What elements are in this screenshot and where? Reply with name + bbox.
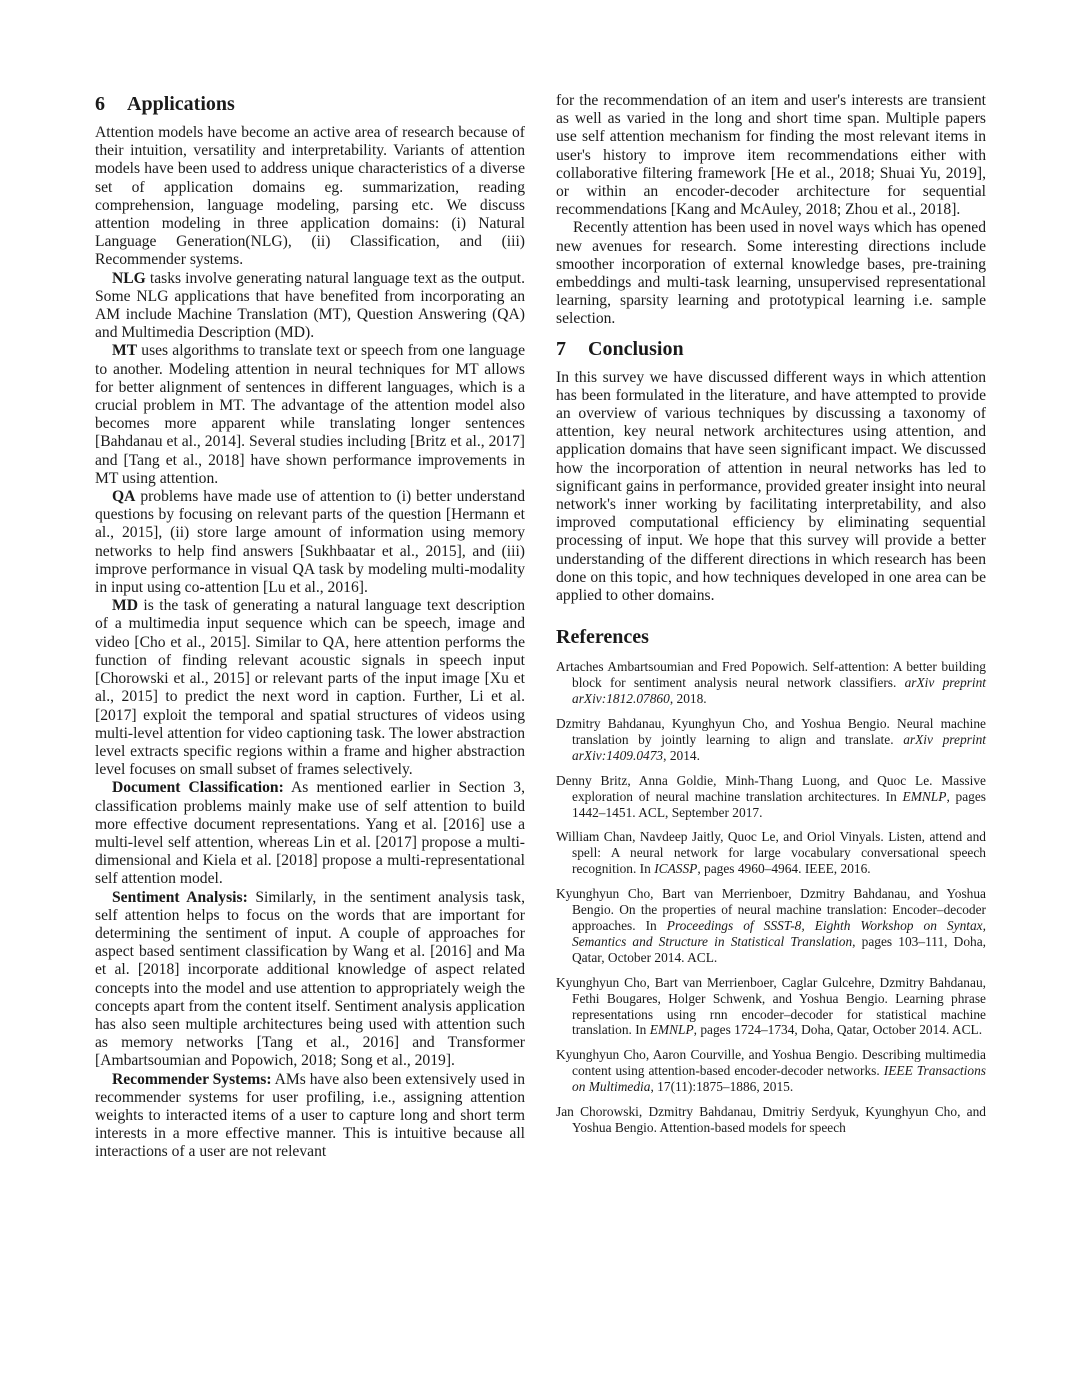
reference-entry [556,829,986,877]
sentiment-paragraph [95,889,525,1071]
reference-venue: IEEE Transactions on Multimedia [572,1063,986,1095]
intro-paragraph: Attention models have become an active area of research because of their intuition, versatility and interpretability. Variants of attention models have been used to address unique characteristics of a diverse set of application domains eg. summarization, reading comprehension, language modeling, parsing etc. We discuss attention modeling in three application domains: (i) Natural Language Generation(NLG), (ii) Classification, and (iii) Recommender systems. [95,124,525,269]
md-lead: MD [112,597,138,615]
qa-lead: QA [112,488,136,506]
reference-entry [556,1104,986,1136]
reference-tail: , pages 1724–1734, Doha, Qatar, October 2014. ACL. [693,1022,983,1038]
reference-text: Kyunghyun Cho, Bart van Merrienboer, Dzmitry Bahdanau, and Yoshua Bengio. On the properties of neural machine translation: Encoder–decoder approaches. In [556,886,986,933]
novel-ways-paragraph: Recently attention has been used in novel ways which has opened new avenues for research. Some interesting directions include smoother incorporation of external knowledge bases, pre-training embeddings and multi-task learning, unsupervised representational learning, sparsity learning and prototypical learning i.e. sample selection. [556,219,986,328]
nlg-text: tasks involve generating natural language text as the output. Some NLG applications that have benefited from incorporating an AM include Machine Translation (MT), Question Answering (QA) and Multimedia Description (MD). [95,269,525,342]
sentiment-text: Similarly, in the sentiment analysis task, self attention helps to focus on the words that are important for determining the sentiment of input. A couple of approaches for aspect based sentiment classification by Wang et al. [2016] and Ma et al. [2018] incorporate additional knowledge of aspect related concepts into the model and use attention to appropriately weigh the concepts apart from the content itself. Sentiment analysis application has also seen multiple architectures being used with attention such as memory networks [Tang et al., 2016] and Transformer [Ambartsoumian and Popowich, 2018; Song et al., 2019]. [95,888,526,1070]
section-heading-applications [95,92,525,116]
doc-class-lead: Document Classification: [112,779,284,797]
reference-tail: , 2014. [663,747,700,763]
reference-venue: EMNLP [649,1022,694,1038]
reference-tail: , pages 103–111, Doha, Qatar, October 2014. ACL. [572,933,986,965]
reference-text: Denny Britz, Anna Goldie, Minh-Thang Luong, and Quoc Le. Massive exploration of neural machine translation architectures. In [556,772,986,804]
mt-lead: MT [112,342,138,360]
section-number: 6 [95,93,105,115]
left-column [95,92,525,1162]
reference-tail: , pages 1442–1451. ACL, September 2017. [572,788,987,820]
mt-paragraph [95,342,525,488]
reference-tail: , 2018. [669,691,707,707]
reference-venue: EMNLP [902,788,947,804]
reference-text: Kyunghyun Cho, Bart van Merrienboer, Caglar Gulcehre, Dzmitry Bahdanau, Fethi Bougares, Holger Schwenk, and Yoshua Bengio. Learning phrase representations using rnn encoder–decoder for statistical machine translation. In [556,974,986,1038]
reference-tail: , pages 4960–4964. IEEE, 2016. [697,861,871,877]
qa-text: problems have made use of attention to (i) better understand questions by focusing on relevant parts of the question [Hermann et al., 2015], (ii) store large amount of information using memory networks to help find answers [Sukhbaatar et al., 2015], and (iii) improve performance in visual QA task by modeling multi-modality in input using co-attention [Lu et al., 2016]. [95,488,525,597]
mt-text: uses algorithms to translate text or speech from one language to another. Modeling attention in neural techniques for MT allows for better alignment of sentences in different languages, which is a crucial problem in MT. The advantage of the attention model also becomes more apparent while translating longer sentences [Bahdanau et al., 2014]. Several studies including [Britz et al., 2017] and [Tang et al., 2018] have shown performance improvements in MT using attention. [95,342,525,487]
qa-paragraph [95,488,525,597]
nlg-lead: NLG [112,269,146,287]
right-column [556,92,986,1145]
md-text: is the task of generating a natural language text description of a multimedia input sequence which can be speech, image and video [Cho et al., 2015]. Similar to QA, here attention performs the function of finding relevant acoustic signals in speech input [Chorowski et al., 2015] or relevant parts of the input image [Xu et al., 2015] to predict the next word in caption. Further, Li et al. [2017] exploit the temporal and spatial structures of videos using multi-level attention for video captioning task. The lower abstraction level extracts specific regions within a frame and higher abstraction level focuses on small subset of frames selectively. [95,597,525,779]
reference-venue: arXiv preprint arXiv:1409.0473 [572,731,986,763]
recsys-lead: Recommender Systems: [112,1070,272,1088]
reference-entry [556,773,986,821]
md-paragraph [95,597,525,779]
reference-entry [556,1047,986,1095]
reference-venue: arXiv preprint arXiv:1812.07860 [572,675,986,707]
doc-class-paragraph [95,779,525,888]
reference-venue: ICASSP [654,861,698,877]
reference-entry [556,975,986,1039]
reference-entry [556,716,986,764]
reference-text: Dzmitry Bahdanau, Kyunghyun Cho, and Yoshua Bengio. Neural machine translation by jointly learning to align and translate. [556,716,986,747]
recsys-paragraph [95,1071,525,1162]
conclusion-paragraph: In this survey we have discussed different ways in which attention has been formulated in the literature, and have attempted to provide an overview of various techniques by discussing a taxonomy of attention, key neural network architectures using attention, and application domains that have seen significant impact. We discussed how the incorporation of attention in neural networks has led to significant gains in performance, provided greater insight into neural network's inner working by facilitating interpretability, and also improved computational efficiency by eliminating sequential processing of input. We hope that this survey will provide a better understanding of the different directions in which research has been done on this topic, and how techniques developed in one area can be applied to other domains. [556,368,986,605]
recsys-text: AMs have also been extensively used in recommender systems for user profiling, i.e., assigning attention weights to interacted items of a user to capture long and short term interests in a more effective manner. This is intuitive because all interactions of a user are not relevant [95,1070,525,1161]
section-number: 7 [556,337,566,360]
references-heading: References [556,626,649,649]
reference-entry [556,886,986,966]
sentiment-lead: Sentiment Analysis: [112,888,248,906]
reference-text: Artaches Ambartsoumian and Fred Popowich. Self-attention: A better building block for sentiment analysis neural network classifiers. [556,659,986,691]
recsys-continuation: for the recommendation of an item and user's interests are transient as well as varied in the long and short time span. Multiple papers use self attention mechanism for finding the most relevant items in user's history to improve item recommendations either with collaborative filtering framework [He et al., 2018; Shuai Yu, 2019], or within an encoder-decoder architecture for sequential recommendations [Kang and McAuley, 2018; Zhou et al., 2018]. [556,92,986,219]
reference-text: William Chan, Navdeep Jaitly, Quoc Le, and Oriol Vinyals. Listen, attend and spell: A neural network for large vocabulary conversational speech recognition. In [556,829,986,877]
section-title: Conclusion [588,337,684,360]
reference-venue: Proceedings of SSST-8, Eighth Workshop on Syntax, Semantics and Structure in Statistical Translation [572,917,986,949]
nlg-paragraph [95,270,525,343]
reference-tail: , 17(11):1875–1886, 2015. [650,1079,794,1095]
reference-text: Jan Chorowski, Dzmitry Bahdanau, Dmitriy Serdyuk, Kyunghyun Cho, and Yoshua Bengio. Attention-based models for speech [556,1104,986,1135]
section-title: Applications [127,93,235,115]
doc-class-text: As mentioned earlier in Section 3, classification problems mainly make use of self attention to build more effective document representations. Yang et al. [2016] use a multi-level self attention, whereas Lin et al. [2017] propose a multi-dimensional and Kiela et al. [2018] propose a multi-representational self attention model. [95,779,525,888]
section-heading-conclusion [556,337,986,361]
reference-text: Kyunghyun Cho, Aaron Courville, and Yoshua Bengio. Describing multimedia content using attention-based encoder-decoder networks. [556,1047,986,1079]
reference-list [556,659,986,1136]
reference-entry [556,659,986,707]
